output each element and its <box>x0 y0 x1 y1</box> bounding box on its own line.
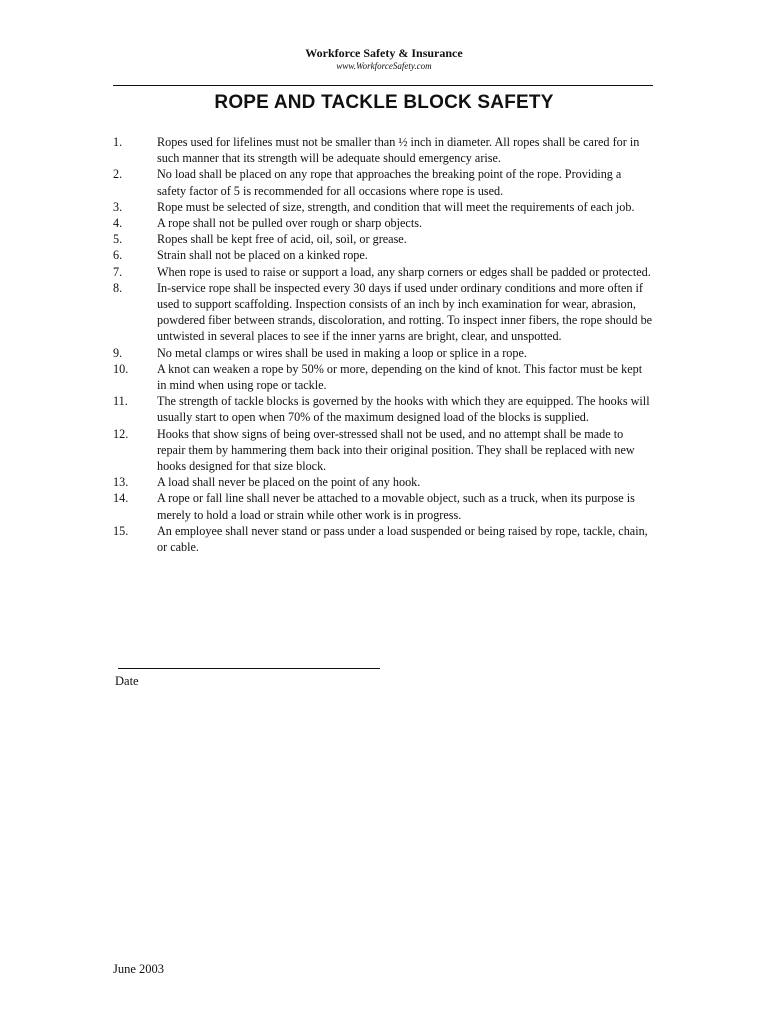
item-text: Hooks that show signs of being over-stressed shall not be used, and no attempt shall be made to repair them by hammering them back into their original position. They shall be replaced with new hooks designed for that size block. <box>157 426 635 474</box>
item-number: 5. <box>113 232 123 247</box>
item-number: 3. <box>113 199 123 214</box>
item-text: Rope must be selected of size, strength, and condition that will meet the requirements of each job. <box>157 199 635 214</box>
list-item <box>113 166 653 198</box>
item-number: 2. <box>113 167 123 182</box>
safety-rules-list <box>113 134 653 555</box>
item-text: No metal clamps or wires shall be used in making a loop or splice in a rope. <box>157 345 527 360</box>
item-text: A rope or fall line shall never be attached to a movable object, such as a truck, when its purpose is merely to hold a load or strain while other work is in progress. <box>157 491 635 522</box>
item-text: An employee shall never stand or pass under a load suspended or being raised by rope, tackle, chain, or cable. <box>157 523 648 555</box>
item-number: 15. <box>113 523 129 538</box>
item-number: 6. <box>113 248 123 263</box>
footer-date: June 2003 <box>113 962 165 976</box>
list-item <box>113 426 653 475</box>
item-text: Ropes used for lifelines must not be smaller than ½ inch in diameter. All ropes shall be cared for in such manner that its strength will be adequate should emergency arise. <box>157 135 640 166</box>
list-item <box>113 134 653 166</box>
item-text: A rope shall not be pulled over rough or sharp objects. <box>157 216 423 231</box>
list-item <box>113 199 653 215</box>
list-item <box>113 393 653 425</box>
item-number: 13. <box>113 475 129 490</box>
list-item <box>113 523 653 555</box>
list-item <box>113 361 653 393</box>
list-item <box>113 215 653 231</box>
item-text: The strength of tackle blocks is governed by the hooks with which they are equipped. The hooks will usually start to open when 70% of the maximum designed load of the blocks is supplied. <box>157 394 650 425</box>
item-number: 14. <box>113 491 129 506</box>
item-text: In-service rope shall be inspected every 30 days if used under ordinary conditions and more often if used to support scaffolding. Inspection consists of an inch by inch examination for wear, abrasion, powdered fiber between strands, discoloration, and rotting. To inspect inner fibers, the rope should be untwisted in several places to see if the inner yarns are bright, clear, and unspotted. <box>157 280 653 344</box>
page-title: ROPE AND TACKLE BLOCK SAFETY <box>214 92 554 113</box>
list-item <box>113 280 653 345</box>
item-number: 10. <box>113 361 129 376</box>
organization-name: Workforce Safety & Insurance <box>305 46 463 60</box>
item-number: 8. <box>113 280 123 295</box>
item-text: Ropes shall be kept free of acid, oil, soil, or grease. <box>157 232 407 247</box>
list-item <box>113 231 653 247</box>
item-number: 4. <box>113 216 123 231</box>
organization-url: www.WorkforceSafety.com <box>336 61 432 71</box>
list-item <box>113 345 653 361</box>
list-item <box>113 490 653 522</box>
item-number: 7. <box>113 264 123 279</box>
item-number: 11. <box>113 394 128 409</box>
item-text: No load shall be placed on any rope that approaches the breaking point of the rope. Providing a safety factor of 5 is recommended for all occasions where rope is used. <box>157 167 622 198</box>
item-text: Strain shall not be placed on a kinked rope. <box>157 248 368 263</box>
item-number: 12. <box>113 426 129 441</box>
list-item <box>113 474 653 490</box>
header-divider <box>113 85 653 86</box>
item-text: A knot can weaken a rope by 50% or more, depending on the kind of knot. This factor must be kept in mind when using rope or tackle. <box>157 361 643 393</box>
date-label: Date <box>115 674 139 688</box>
item-text: When rope is used to raise or support a load, any sharp corners or edges shall be padded or protected. <box>157 264 651 279</box>
item-number: 9. <box>113 345 123 360</box>
list-item <box>113 247 653 263</box>
item-number: 1. <box>113 135 123 149</box>
date-signature-line <box>118 668 380 669</box>
item-text: A load shall never be placed on the point of any hook. <box>157 475 421 490</box>
list-item <box>113 264 653 280</box>
